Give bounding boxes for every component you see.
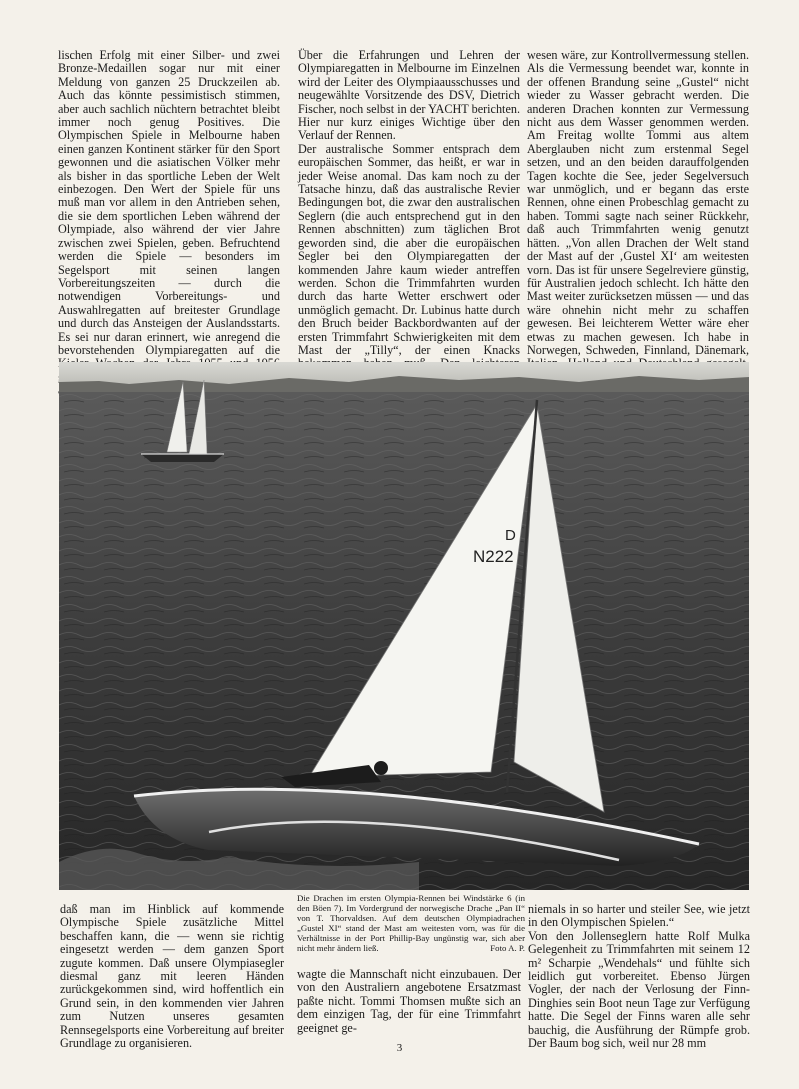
- article-column-bottom-1: daß man im Hinblick auf kommende Olympische Spiele zusätzliche Mittel beschaffen kann, die — wenn sie richtig eingesetzt werden — dem ganzen Sport zugute kommen. Daß unsere Olympiasegler diesmal ganz mit leeren Händen zurückgekommen sind, wird hoffentlich ein Grund sein, in den kommenden vier Jahren zum Nutzen unseres gesamten Rennsegelsports eine Vorbereitung auf breiter Grundlage zu organisieren.: [60, 902, 284, 1051]
- photo-caption: [297, 893, 525, 953]
- article-column-top-3: wesen wäre, zur Kontrollvermessung stellen. Als die Vermessung beendet war, konnte in der offenen Brandung seine „Gustel“ nicht wieder zu Wasser gebracht werden. Die anderen Drachen konnten zur Vermessung nicht aus dem Wasser genommen werden. Am Freitag wollte Tommi aus altem Aberglauben nicht zum erstenmal Segel setzen, und an den beiden darauffolgenden Tagen kochte die See, jeder Segelversuch war unmöglich, und er begann das erste Rennen, ohne einen Probeschlag gemacht zu haben. Tommi sagte nach seiner Rückkehr, daß auch Trimmfahrten wenig genutzt hätten. „Von allen Drachen der Welt stand der Mast auf der ‚Gustel XI‘ am weitesten vorn. Das ist für unsere Segelreviere günstig, für Australien jedoch schlecht. Ich hätte den Mast weiter zurücksetzen müssen — und das wäre ohnehin nicht mehr zu schaffen gewesen. Bei leichterem Wetter wäre eher etwas zu machen gewesen. Ich habe in Norwegen, Schweden, Finnland, Dänemark,: [527, 48, 749, 357]
- caption-text: Die Drachen im ersten Olympia-Rennen bei Windstärke 6 (in den Böen 7). Im Vordergrund der norwegische Drache „Pan II“ von T. Thorvaldsen. Auf dem deutschen Olympiadrachen „Gustel XI“ stand der Mast am weitesten vorn, was für die Verhältnisse in der Port Phillip-Bay ungünstig war, sich aber nicht mehr ändern ließ.: [297, 893, 525, 953]
- sail-number-top: D: [505, 527, 516, 544]
- page-number: 3: [396, 1042, 403, 1054]
- article-column-top-1: lischen Erfolg mit einer Silber- und zwei Bronze-Medaillen sogar nur mit einer Meldung von ganzen 25 Druckzeilen ab. Auch das könnte pessimistisch stimmen, aber auch sachlich nüchtern betrachtet bleibt immer noch genug Positives. Die Olympischen Spiele in Melbourne haben einen ganzen Kontinent stärker für den Sport gewonnen und die asiatischen Völker mehr als bisher in das sportliche Leben der Welt einbezogen. Den Wert der Spiele für uns muß man vor allem in den Antrieben sehen, die sie dem sportlichen Leben während der Olympiade, also während der vier Jahre zwischen zwei Spielen, geben. Befruchtend werden die Spiele — besonders im Segelsport mit seinen langen Vorbereitungszeiten — durch die notwendigen Vorbereitungs- und Auswahlregatten auf breitester Grundlage und durch das Ansteigen der Auslandsstarts. Es sei nur daran erinnert, wie anregend die bevorstehenden Olympiaregatten auf die: [58, 48, 280, 357]
- article-column-bottom-2: wagte die Mannschaft nicht einzubauen. Der von den Australiern angebotene Ersatzmast paßte nicht. Tommi Thomsen mußte sich an dem einzigen Tag, der für eine Trimmfahrt geeignet ge-: [297, 967, 521, 1035]
- article-column-bottom-3: niemals in so harter und steiler See, wie jetzt in den Olympischen Spielen.“ Von den Jollenseglern hatte Rolf Mulka Gelegenheit zu Trimmfahrten mit seinem 12 m² Scharpie „Wendehals“ und fühlte sich leidlich gut vorbereitet. Ebenso Jürgen Vogler, der nach der Verlosung der Finn-Dinghies sein Boot neun Tage zur Verfügung hatte. Die Segel der Finns waren alle sehr bauchig, die Ausführung der Rümpfe grob. Der Baum bog sich, weil nur 28 mm: [528, 902, 750, 1051]
- sail-number-bottom: N222: [473, 547, 514, 566]
- photo-credit: Foto A. P.: [490, 943, 525, 953]
- article-column-top-2: Über die Erfahrungen und Lehren der Olympiaregatten in Melbourne im Einzelnen wird der Leiter des Olympiaausschusses und neugewählte Vorsitzende des DSV, Dietrich Fischer, noch selbst in der YACHT berichten. Hier nur kurz einiges Wichtige über den Verlauf der Rennen. Der australische Sommer entsprach dem europäischen Sommer, das heißt, er war in jeder Weise anomal. Das kam noch zu der Tatsache hinzu, daß das australische Revier Bedingungen bot, die zwar den australischen Seglern (die auch entsprechend gut in den Rennen abschnitten) zum täglichen Brot geworden sind, die aber die europäischen Segler bei den Olympiaregatten der kommenden Jahre kaum wieder antreffen werden. Schon die Trimmfahrten wurden durch das harte Wetter erschwert oder unmöglich gemacht. Dr. Lubinus hatte durch den Bruch beider Backbordwanten auf der ersten Trimmfahrt Schwierigkeiten mit dem Mast der „Tilly“, der einen Knacks: [298, 48, 520, 357]
- sailing-photo: [59, 362, 749, 890]
